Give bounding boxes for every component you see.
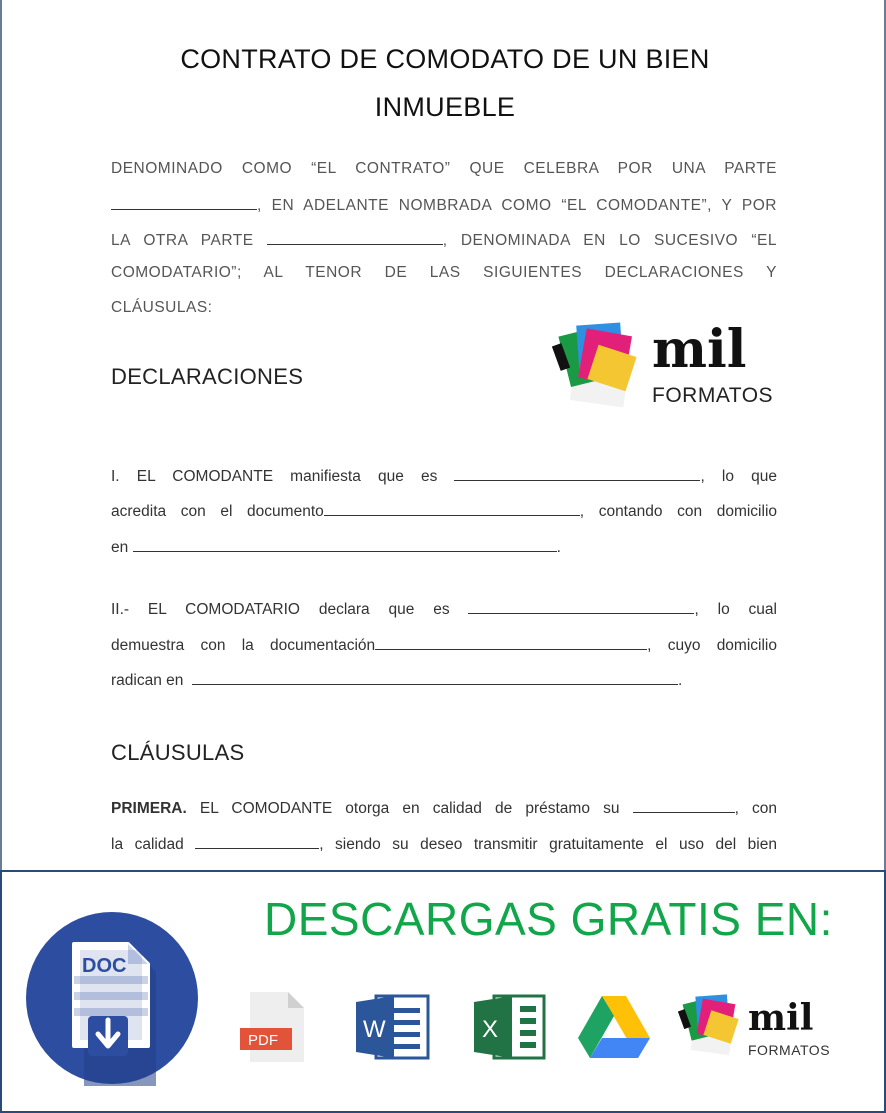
declaration-1-line: I. EL COMODANTE manifiesta que es , lo que bbox=[111, 468, 777, 485]
svg-text:W: W bbox=[363, 1016, 386, 1043]
declaration-1-line: en . bbox=[111, 539, 561, 556]
clause-primera-line: la calidad , siendo su deseo transmitir gratuitamente el uso del bien bbox=[111, 836, 777, 853]
intro-line: LA OTRA PARTE , DENOMINADA EN LO SUCESIVO “EL bbox=[111, 232, 777, 249]
blank-field[interactable] bbox=[324, 501, 580, 516]
google-drive-icon[interactable] bbox=[576, 994, 652, 1060]
blank-field[interactable] bbox=[133, 537, 557, 552]
intro-line: , EN ADELANTE NOMBRADA COMO “EL COMODANTE”, Y POR bbox=[111, 195, 777, 215]
intro-line: CLÁUSULAS: bbox=[111, 299, 213, 316]
milformatos-small-logo[interactable]: mil FORMATOS bbox=[678, 994, 838, 1064]
logo-mark-icon bbox=[552, 322, 644, 414]
intro-line: COMODATARIO”; AL TENOR DE LAS SIGUIENTES DECLARACIONES Y bbox=[111, 264, 777, 281]
svg-text:X: X bbox=[482, 1016, 499, 1043]
word-icon[interactable] bbox=[354, 992, 430, 1062]
svg-text:DOC: DOC bbox=[82, 955, 127, 977]
blank-field[interactable] bbox=[375, 635, 647, 650]
clausulas-heading: CLÁUSULAS bbox=[111, 740, 245, 765]
blank-field[interactable] bbox=[267, 230, 443, 245]
excel-icon[interactable] bbox=[472, 992, 546, 1062]
banner-title: DESCARGAS GRATIS EN: bbox=[264, 893, 833, 945]
milformatos-logo: mil FORMATOS bbox=[552, 322, 782, 414]
logo-mark-icon bbox=[678, 994, 744, 1060]
blank-field[interactable] bbox=[468, 599, 694, 614]
declaration-1-line: acredita con el documento , contando con domicilio bbox=[111, 503, 778, 520]
pdf-icon[interactable] bbox=[238, 990, 308, 1064]
blank-field[interactable] bbox=[111, 195, 257, 210]
declaration-2-line: II.- EL COMODATARIO declara que es , lo cual bbox=[111, 601, 777, 618]
blank-field[interactable] bbox=[633, 798, 735, 813]
document-title-line1: CONTRATO DE COMODATO DE UN BIEN bbox=[180, 44, 710, 74]
download-banner bbox=[0, 870, 886, 1113]
intro-line: DENOMINADO COMO “EL CONTRATO” QUE CELEBRA POR UNA PARTE bbox=[111, 160, 777, 177]
document-title-line2: INMUEBLE bbox=[374, 92, 516, 122]
declaraciones-heading: DECLARACIONES bbox=[111, 364, 304, 389]
blank-field[interactable] bbox=[454, 466, 700, 481]
svg-text:PDF: PDF bbox=[248, 1032, 278, 1049]
declaration-2-line: radican en . bbox=[111, 672, 683, 689]
declaration-2-line: demuestra con la documentación , cuyo domicilio bbox=[111, 637, 777, 654]
blank-field[interactable] bbox=[195, 834, 319, 849]
doc-download-icon[interactable] bbox=[24, 910, 200, 1086]
blank-field[interactable] bbox=[192, 670, 678, 685]
clause-primera-line: PRIMERA. EL COMODANTE otorga en calidad de préstamo su , con bbox=[111, 800, 777, 817]
